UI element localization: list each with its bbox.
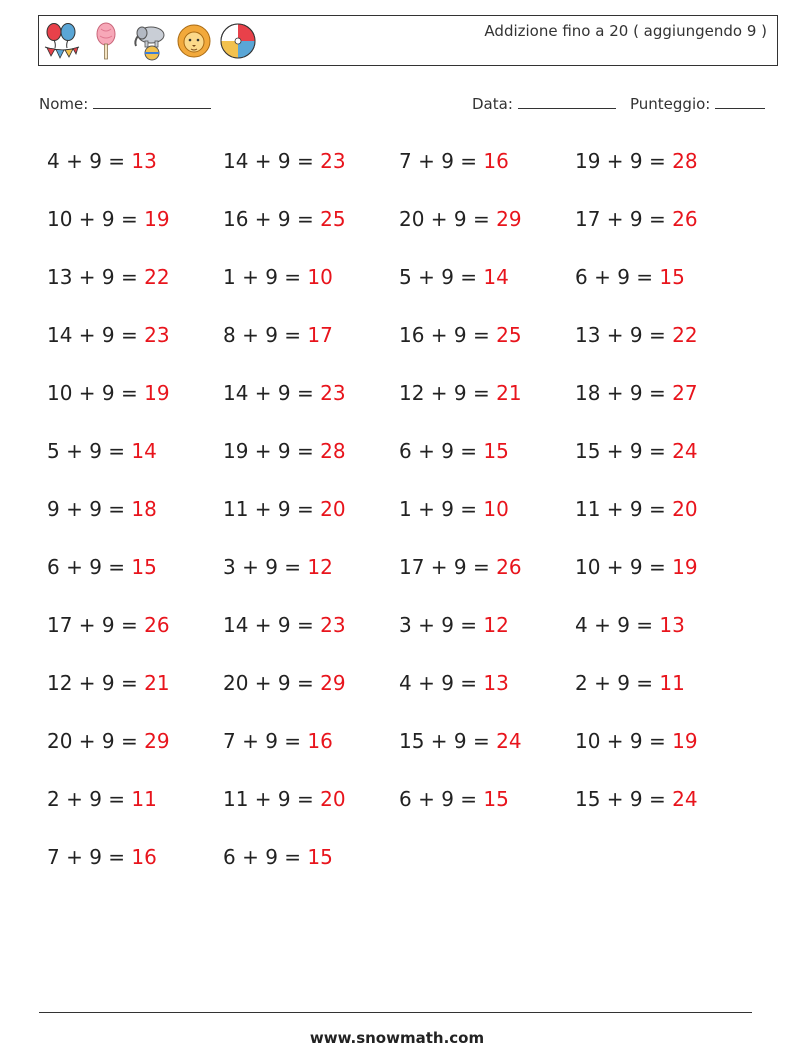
- lion-icon: [175, 21, 213, 61]
- problem-answer: 12: [307, 555, 333, 579]
- problem-item: [223, 203, 399, 261]
- problem-row: [47, 261, 767, 319]
- problem-answer: 28: [672, 149, 698, 173]
- problem-question: 4 + 9 =: [47, 149, 132, 173]
- problem-answer: 10: [307, 265, 333, 289]
- problem-question: 13 + 9 =: [575, 323, 673, 347]
- problem-question: 6 + 9 =: [47, 555, 132, 579]
- problem-question: 9 + 9 =: [47, 497, 132, 521]
- problem-answer: 13: [483, 671, 509, 695]
- problem-question: 6 + 9 =: [399, 439, 484, 463]
- problem-answer: 16: [307, 729, 333, 753]
- problem-answer: 15: [483, 439, 509, 463]
- problem-item: [575, 667, 751, 725]
- problem-item: [575, 145, 751, 203]
- problem-answer: 28: [320, 439, 346, 463]
- elephant-on-ball-icon: [131, 21, 169, 61]
- problem-question: 17 + 9 =: [575, 207, 673, 231]
- problem-answer: 20: [320, 787, 346, 811]
- problem-question: 20 + 9 =: [47, 729, 145, 753]
- header-icons: [43, 20, 257, 62]
- problem-row: [47, 725, 767, 783]
- problem-answer: 11: [131, 787, 157, 811]
- problem-item: [223, 493, 399, 551]
- problem-question: 17 + 9 =: [47, 613, 145, 637]
- problem-question: 16 + 9 =: [399, 323, 497, 347]
- problem-row: [47, 551, 767, 609]
- problem-row: [47, 435, 767, 493]
- problem-row: [47, 841, 767, 899]
- problem-answer: 26: [496, 555, 522, 579]
- name-label: Nome:: [39, 95, 89, 113]
- date-blank: [518, 94, 616, 109]
- problem-question: 10 + 9 =: [575, 729, 673, 753]
- problem-item: [47, 377, 223, 435]
- problem-item: [575, 377, 751, 435]
- problem-question: 14 + 9 =: [223, 613, 321, 637]
- problem-answer: 14: [483, 265, 509, 289]
- problem-item: [47, 145, 223, 203]
- score-blank: [715, 94, 765, 109]
- problem-answer: 29: [144, 729, 170, 753]
- problem-question: 15 + 9 =: [399, 729, 497, 753]
- problem-answer: 21: [144, 671, 170, 695]
- problem-item: [47, 493, 223, 551]
- problem-row: [47, 203, 767, 261]
- problem-answer: 22: [672, 323, 698, 347]
- problem-item: [47, 609, 223, 667]
- footer-divider: [39, 1012, 752, 1013]
- problem-answer: 16: [131, 845, 157, 869]
- problem-answer: 19: [672, 555, 698, 579]
- problem-row: [47, 609, 767, 667]
- problem-question: 11 + 9 =: [223, 497, 321, 521]
- problem-answer: 21: [496, 381, 522, 405]
- problem-answer: 19: [144, 381, 170, 405]
- problem-answer: 15: [483, 787, 509, 811]
- problem-answer: 23: [320, 149, 346, 173]
- problem-item: [223, 435, 399, 493]
- problem-question: 11 + 9 =: [223, 787, 321, 811]
- problem-question: 6 + 9 =: [223, 845, 308, 869]
- problem-question: 6 + 9 =: [575, 265, 660, 289]
- problem-question: 14 + 9 =: [223, 149, 321, 173]
- problem-row: [47, 319, 767, 377]
- name-field: [39, 94, 211, 113]
- beach-ball-icon: [219, 21, 257, 61]
- problem-question: 12 + 9 =: [47, 671, 145, 695]
- problem-question: 3 + 9 =: [223, 555, 308, 579]
- problem-item: [399, 319, 575, 377]
- problem-answer: 12: [483, 613, 509, 637]
- problem-item: [399, 435, 575, 493]
- problem-answer: 20: [672, 497, 698, 521]
- problem-item: [575, 725, 751, 783]
- problem-item: [223, 725, 399, 783]
- problem-question: 13 + 9 =: [47, 265, 145, 289]
- problem-question: 7 + 9 =: [223, 729, 308, 753]
- problem-question: 1 + 9 =: [399, 497, 484, 521]
- worksheet-header: [38, 15, 778, 66]
- problem-answer: 16: [483, 149, 509, 173]
- problem-answer: 10: [483, 497, 509, 521]
- problem-question: 3 + 9 =: [399, 613, 484, 637]
- problem-item: [223, 551, 399, 609]
- problem-item: [399, 667, 575, 725]
- problem-item: [575, 435, 751, 493]
- problem-question: 17 + 9 =: [399, 555, 497, 579]
- problem-answer: 27: [672, 381, 698, 405]
- problem-answer: 11: [659, 671, 685, 695]
- problem-question: 16 + 9 =: [223, 207, 321, 231]
- problem-row: [47, 377, 767, 435]
- problem-item: [47, 435, 223, 493]
- problem-grid: [47, 145, 767, 899]
- problem-question: 5 + 9 =: [47, 439, 132, 463]
- problem-question: 18 + 9 =: [575, 381, 673, 405]
- score-label: Punteggio:: [630, 95, 711, 113]
- problem-answer: 23: [320, 381, 346, 405]
- problem-answer: 17: [307, 323, 333, 347]
- problem-answer: 25: [320, 207, 346, 231]
- problem-question: 15 + 9 =: [575, 439, 673, 463]
- problem-question: 8 + 9 =: [223, 323, 308, 347]
- problem-answer: 20: [320, 497, 346, 521]
- problem-item: [223, 609, 399, 667]
- problem-item: [399, 783, 575, 841]
- problem-question: 12 + 9 =: [399, 381, 497, 405]
- problem-answer: 24: [496, 729, 522, 753]
- problem-answer: 19: [672, 729, 698, 753]
- problem-item: [575, 609, 751, 667]
- problem-item: [575, 319, 751, 377]
- problem-answer: 25: [496, 323, 522, 347]
- problem-item: [47, 551, 223, 609]
- problem-question: 6 + 9 =: [399, 787, 484, 811]
- problem-answer: 29: [320, 671, 346, 695]
- problem-answer: 13: [659, 613, 685, 637]
- problem-answer: 18: [131, 497, 157, 521]
- problem-question: 19 + 9 =: [223, 439, 321, 463]
- balloons-bunting-icon: [43, 21, 81, 61]
- problem-question: 7 + 9 =: [47, 845, 132, 869]
- problem-row: [47, 493, 767, 551]
- problem-item: [47, 783, 223, 841]
- problem-answer: 26: [144, 613, 170, 637]
- problem-question: 10 + 9 =: [47, 381, 145, 405]
- problem-item: [223, 667, 399, 725]
- problem-question: 1 + 9 =: [223, 265, 308, 289]
- problem-item: [47, 261, 223, 319]
- problem-row: [47, 667, 767, 725]
- problem-item: [399, 725, 575, 783]
- problem-answer: 15: [131, 555, 157, 579]
- problem-question: 14 + 9 =: [223, 381, 321, 405]
- problem-question: 4 + 9 =: [399, 671, 484, 695]
- problem-question: 4 + 9 =: [575, 613, 660, 637]
- problem-question: 2 + 9 =: [575, 671, 660, 695]
- problem-row: [47, 783, 767, 841]
- problem-item: [223, 841, 399, 899]
- problem-item: [399, 551, 575, 609]
- problem-item: [399, 203, 575, 261]
- problem-answer: 15: [307, 845, 333, 869]
- problem-row: [47, 145, 767, 203]
- problem-answer: 29: [496, 207, 522, 231]
- problem-answer: 24: [672, 787, 698, 811]
- problem-question: 11 + 9 =: [575, 497, 673, 521]
- problem-item: [223, 319, 399, 377]
- problem-question: 10 + 9 =: [47, 207, 145, 231]
- problem-item: [575, 261, 751, 319]
- problem-answer: 14: [131, 439, 157, 463]
- problem-item: [575, 203, 751, 261]
- problem-answer: 23: [320, 613, 346, 637]
- problem-answer: 15: [659, 265, 685, 289]
- problem-answer: 19: [144, 207, 170, 231]
- problem-item: [399, 261, 575, 319]
- score-field: [630, 94, 765, 113]
- problem-answer: 13: [131, 149, 157, 173]
- problem-question: 7 + 9 =: [399, 149, 484, 173]
- problem-item: [399, 377, 575, 435]
- name-blank: [93, 94, 211, 109]
- worksheet-title: Addizione fino a 20 ( aggiungendo 9 ): [484, 22, 767, 40]
- problem-item: [47, 667, 223, 725]
- problem-item: [575, 783, 751, 841]
- problem-question: 20 + 9 =: [223, 671, 321, 695]
- problem-answer: 24: [672, 439, 698, 463]
- problem-item: [223, 145, 399, 203]
- problem-question: 2 + 9 =: [47, 787, 132, 811]
- problem-question: 14 + 9 =: [47, 323, 145, 347]
- problem-item: [399, 493, 575, 551]
- date-field: [472, 94, 616, 113]
- problem-answer: 23: [144, 323, 170, 347]
- date-label: Data:: [472, 95, 513, 113]
- problem-item: [47, 203, 223, 261]
- problem-item: [47, 319, 223, 377]
- problem-item: [575, 551, 751, 609]
- problem-item: [223, 783, 399, 841]
- problem-answer: 22: [144, 265, 170, 289]
- problem-item: [399, 609, 575, 667]
- problem-item: [47, 841, 223, 899]
- problem-question: 10 + 9 =: [575, 555, 673, 579]
- problem-question: 20 + 9 =: [399, 207, 497, 231]
- problem-question: 19 + 9 =: [575, 149, 673, 173]
- problem-question: 5 + 9 =: [399, 265, 484, 289]
- problem-question: 15 + 9 =: [575, 787, 673, 811]
- problem-item: [223, 261, 399, 319]
- cotton-candy-icon: [87, 21, 125, 61]
- problem-answer: 26: [672, 207, 698, 231]
- problem-item: [223, 377, 399, 435]
- footer-site: www.snowmath.com: [309, 1029, 485, 1047]
- problem-item: [399, 145, 575, 203]
- problem-item: [575, 493, 751, 551]
- problem-item: [47, 725, 223, 783]
